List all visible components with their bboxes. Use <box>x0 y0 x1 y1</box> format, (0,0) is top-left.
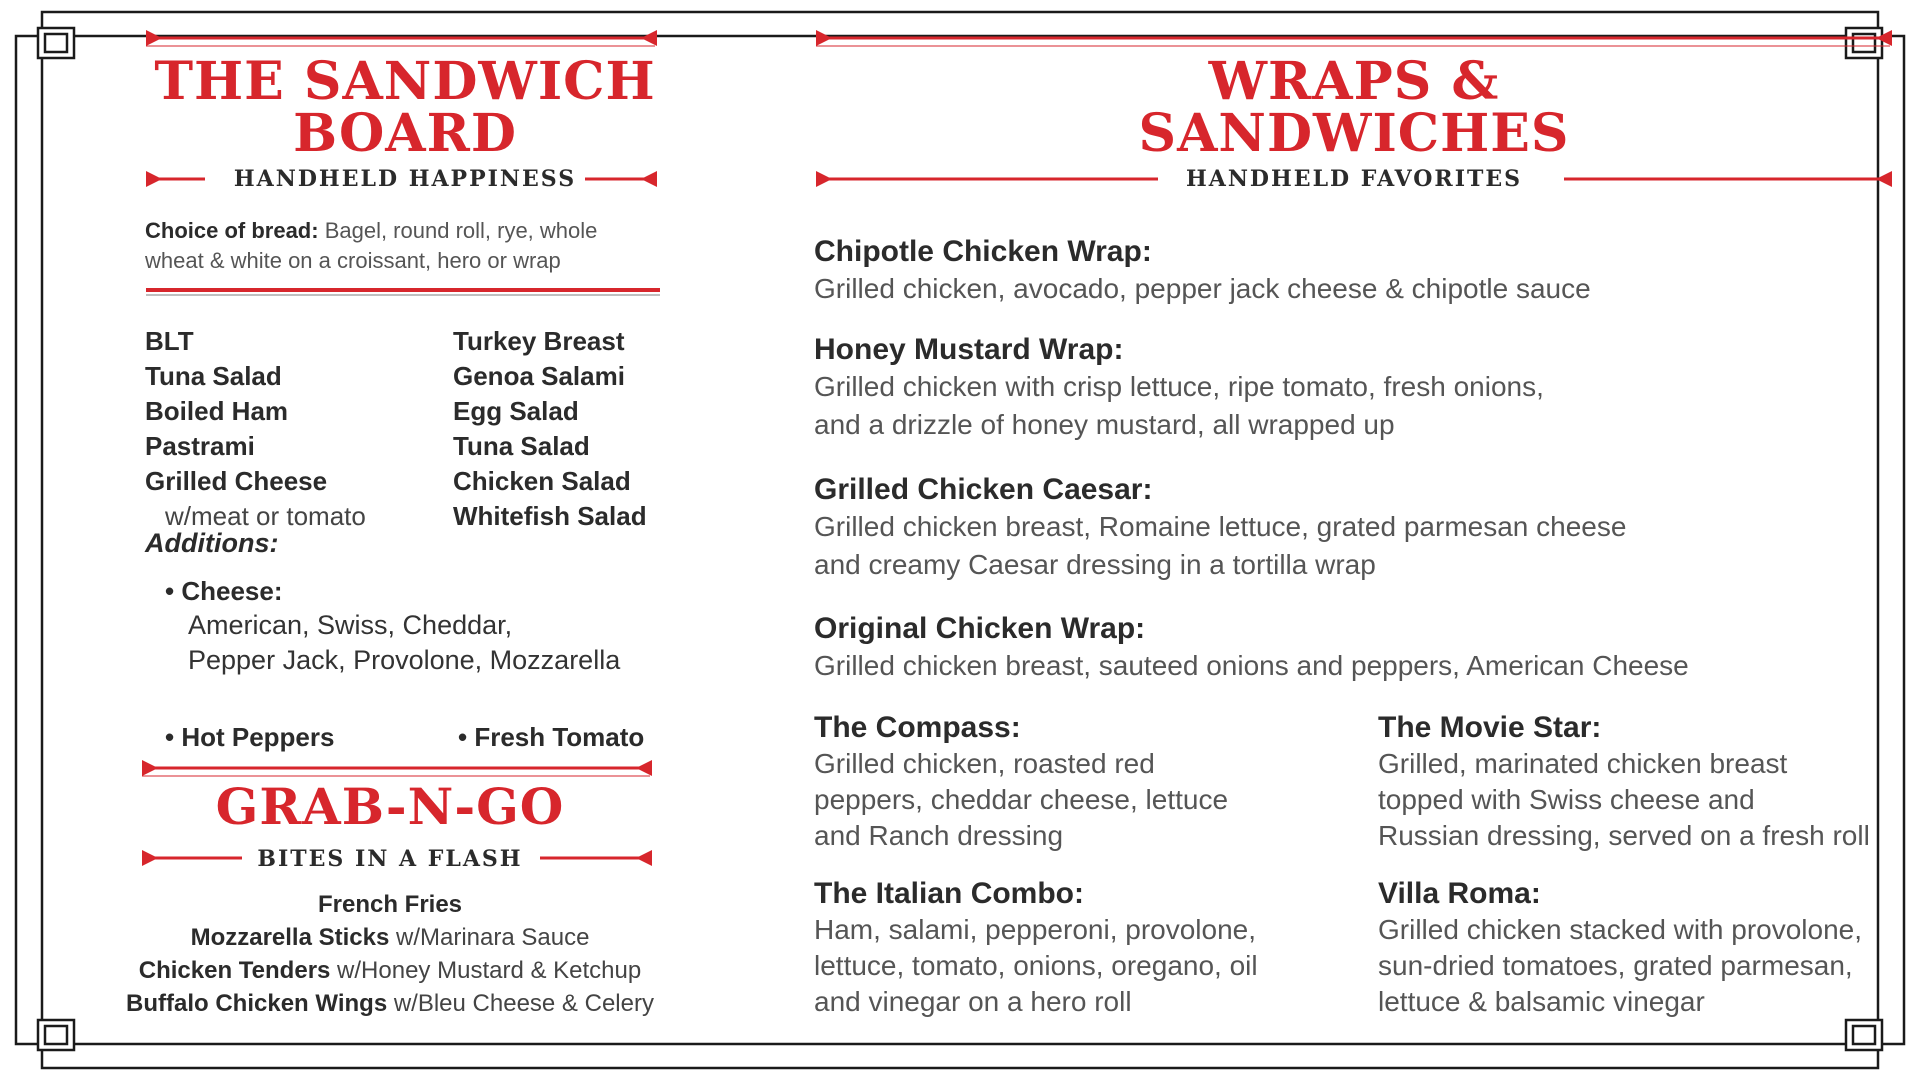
item-name: Mozzarella Sticks <box>190 924 390 951</box>
menu-item <box>814 472 1626 584</box>
list-item: Genoa Salami <box>453 361 625 391</box>
sandwich-list-col1 <box>145 324 366 534</box>
bread-choice <box>145 216 665 276</box>
item-desc: Grilled chicken stacked with provolone, <box>1378 914 1863 945</box>
list-item <box>110 888 670 921</box>
list-item: Tuna Salad <box>453 431 590 461</box>
grab-n-go-title: GRAB-N-GO <box>215 777 565 836</box>
item-desc: peppers, cheddar cheese, lettuce <box>814 784 1229 815</box>
title-line: WRAPS & <box>1208 51 1500 112</box>
item-desc: and creamy Caesar dressing in a tortilla wrap <box>814 549 1376 580</box>
menu-item <box>1378 710 1870 854</box>
sandwich-board-subtitle: HANDHELD HAPPINESS <box>233 166 577 192</box>
bread-text: wheat & white on a croissant, hero or wrap <box>145 248 561 273</box>
item-desc: Russian dressing, served on a fresh roll <box>1378 820 1870 851</box>
menu-item <box>1378 876 1862 1020</box>
cheese-line: Pepper Jack, Provolone, Mozzarella <box>188 645 621 675</box>
item-desc: Grilled chicken, roasted red <box>814 748 1155 779</box>
list-item: BLT <box>145 326 194 356</box>
item-name: The Italian Combo: <box>814 877 1084 910</box>
sandwich-list-col2 <box>453 324 647 534</box>
list-item: Whitefish Salad <box>453 501 647 531</box>
menu-item <box>814 876 1258 1020</box>
title-line: THE SANDWICH <box>154 51 656 112</box>
list-item <box>110 987 670 1020</box>
item-name: Buffalo Chicken Wings <box>126 990 388 1017</box>
list-item-note: w/meat or tomato <box>165 501 366 531</box>
item-desc: Grilled, marinated chicken breast <box>1378 748 1788 779</box>
wraps-subtitle: HANDHELD FAVORITES <box>1185 166 1523 192</box>
item-name: Chicken Tenders <box>138 957 331 984</box>
item-desc: and Ranch dressing <box>814 820 1064 851</box>
cheese-options <box>188 608 620 678</box>
list-item <box>110 921 670 954</box>
list-item: Chicken Salad <box>453 466 631 496</box>
list-item: Egg Salad <box>453 396 579 426</box>
item-desc: sun-dried tomatoes, grated parmesan, <box>1378 950 1853 981</box>
item-desc: Grilled chicken, avocado, pepper jack cheese & chipotle sauce <box>814 273 1591 304</box>
item-name: The Movie Star: <box>1378 711 1602 744</box>
list-item: Boiled Ham <box>145 396 289 426</box>
grab-n-go-list <box>110 888 670 1020</box>
item-name: Villa Roma: <box>1378 877 1541 910</box>
list-item: Tuna Salad <box>145 361 282 391</box>
item-extra: w/Honey Mustard & Ketchup <box>330 957 642 984</box>
item-extra: w/Bleu Cheese & Celery <box>387 990 654 1017</box>
item-desc: Grilled chicken with crisp lettuce, ripe tomato, fresh onions, <box>814 371 1544 402</box>
wraps-title <box>814 51 1894 164</box>
item-desc: lettuce, tomato, onions, oregano, oil <box>814 950 1258 981</box>
item-desc: Ham, salami, pepperoni, provolone, <box>814 914 1257 945</box>
list-item: Grilled Cheese <box>145 466 328 496</box>
item-desc: topped with Swiss cheese and <box>1378 784 1755 815</box>
fresh-tomato-addition: • Fresh Tomato <box>458 722 645 752</box>
menu-item <box>814 611 1689 685</box>
item-desc: Grilled chicken breast, Romaine lettuce, grated parmesan cheese <box>814 511 1627 542</box>
additions-heading: Additions: <box>145 528 279 558</box>
item-name: Original Chicken Wrap: <box>814 612 1146 645</box>
grab-n-go-subtitle: BITES IN A FLASH <box>257 846 523 872</box>
list-item: Pastrami <box>145 431 255 461</box>
item-desc: lettuce & balsamic vinegar <box>1378 986 1705 1017</box>
item-name: French Fries <box>317 891 463 918</box>
menu-item <box>814 234 1591 308</box>
item-desc: Grilled chicken breast, sauteed onions and peppers, American Cheese <box>814 650 1689 681</box>
title-line: BOARD <box>293 103 517 164</box>
item-name: The Compass: <box>814 711 1021 744</box>
item-name: Honey Mustard Wrap: <box>814 333 1124 366</box>
hot-peppers-addition: • Hot Peppers <box>165 722 335 752</box>
list-item <box>110 954 670 987</box>
cheese-addition-label: • Cheese: <box>165 576 283 606</box>
bread-text: Bagel, round roll, rye, whole <box>318 218 598 243</box>
sandwich-board-title <box>140 51 670 164</box>
menu-item <box>814 332 1544 444</box>
item-name: Grilled Chicken Caesar: <box>814 473 1153 506</box>
bread-label: Choice of bread: <box>145 218 319 243</box>
item-extra: w/Marinara Sauce <box>389 924 590 951</box>
cheese-line: American, Swiss, Cheddar, <box>188 610 513 640</box>
title-line: SANDWICHES <box>1138 103 1570 164</box>
item-desc: and a drizzle of honey mustard, all wrapped up <box>814 409 1395 440</box>
item-desc: and vinegar on a hero roll <box>814 986 1132 1017</box>
menu-item <box>814 710 1228 854</box>
list-item: Turkey Breast <box>453 326 625 356</box>
item-name: Chipotle Chicken Wrap: <box>814 235 1152 268</box>
